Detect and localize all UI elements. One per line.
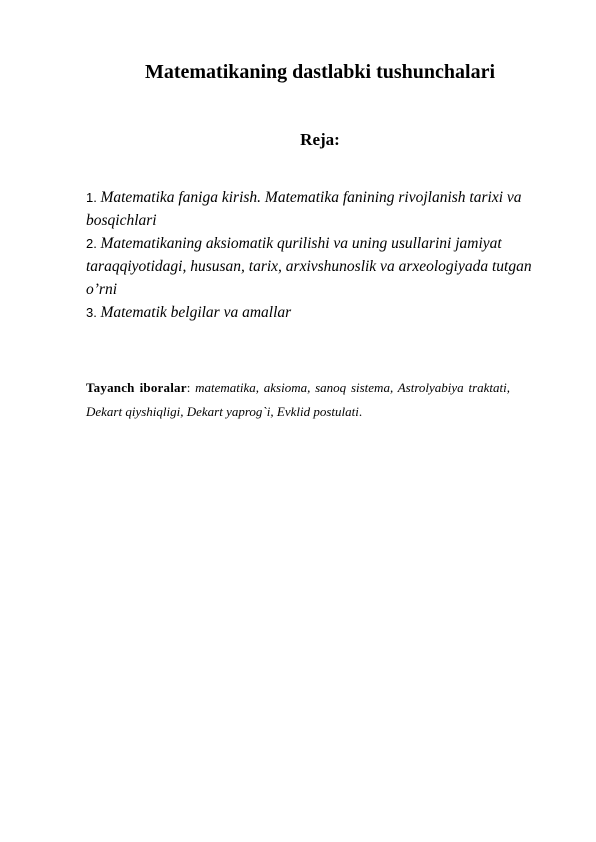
plan-item — [86, 186, 556, 232]
plan-item-number: 3. — [86, 305, 101, 320]
keywords-text: matematika, aksioma, sanoq sistema, Astrolyabiya traktati, Dekart qiyshiqligi, Dekart yaprog`i, Evklid postulati — [86, 380, 510, 419]
keywords-separator: : — [186, 380, 196, 395]
keywords-paragraph — [86, 376, 510, 424]
plan-item-number: 2. — [86, 236, 101, 251]
plan-list — [86, 186, 556, 324]
plan-heading: Reja: — [300, 130, 340, 149]
plan-item-number: 1. — [86, 190, 101, 205]
plan-item — [86, 232, 556, 301]
keywords-label: Tayanch iboralar — [86, 380, 187, 395]
plan-item — [86, 301, 556, 324]
keywords-end: . — [358, 404, 363, 419]
plan-item-text: Matematikaning aksiomatik qurilishi va uning usullarini jamiyat taraqqiyotidagi, hususan, tarix, arxivshunoslik va arxeologiyada tutgan o’rni — [86, 235, 532, 298]
plan-item-text: Matematika faniga kirish. Matematika fanining rivojlanish tarixi va bosqichlari — [86, 189, 522, 229]
page-title: Matematikaning dastlabki tushunchalari — [144, 61, 496, 83]
plan-item-text: Matematik belgilar va amallar — [100, 304, 292, 321]
